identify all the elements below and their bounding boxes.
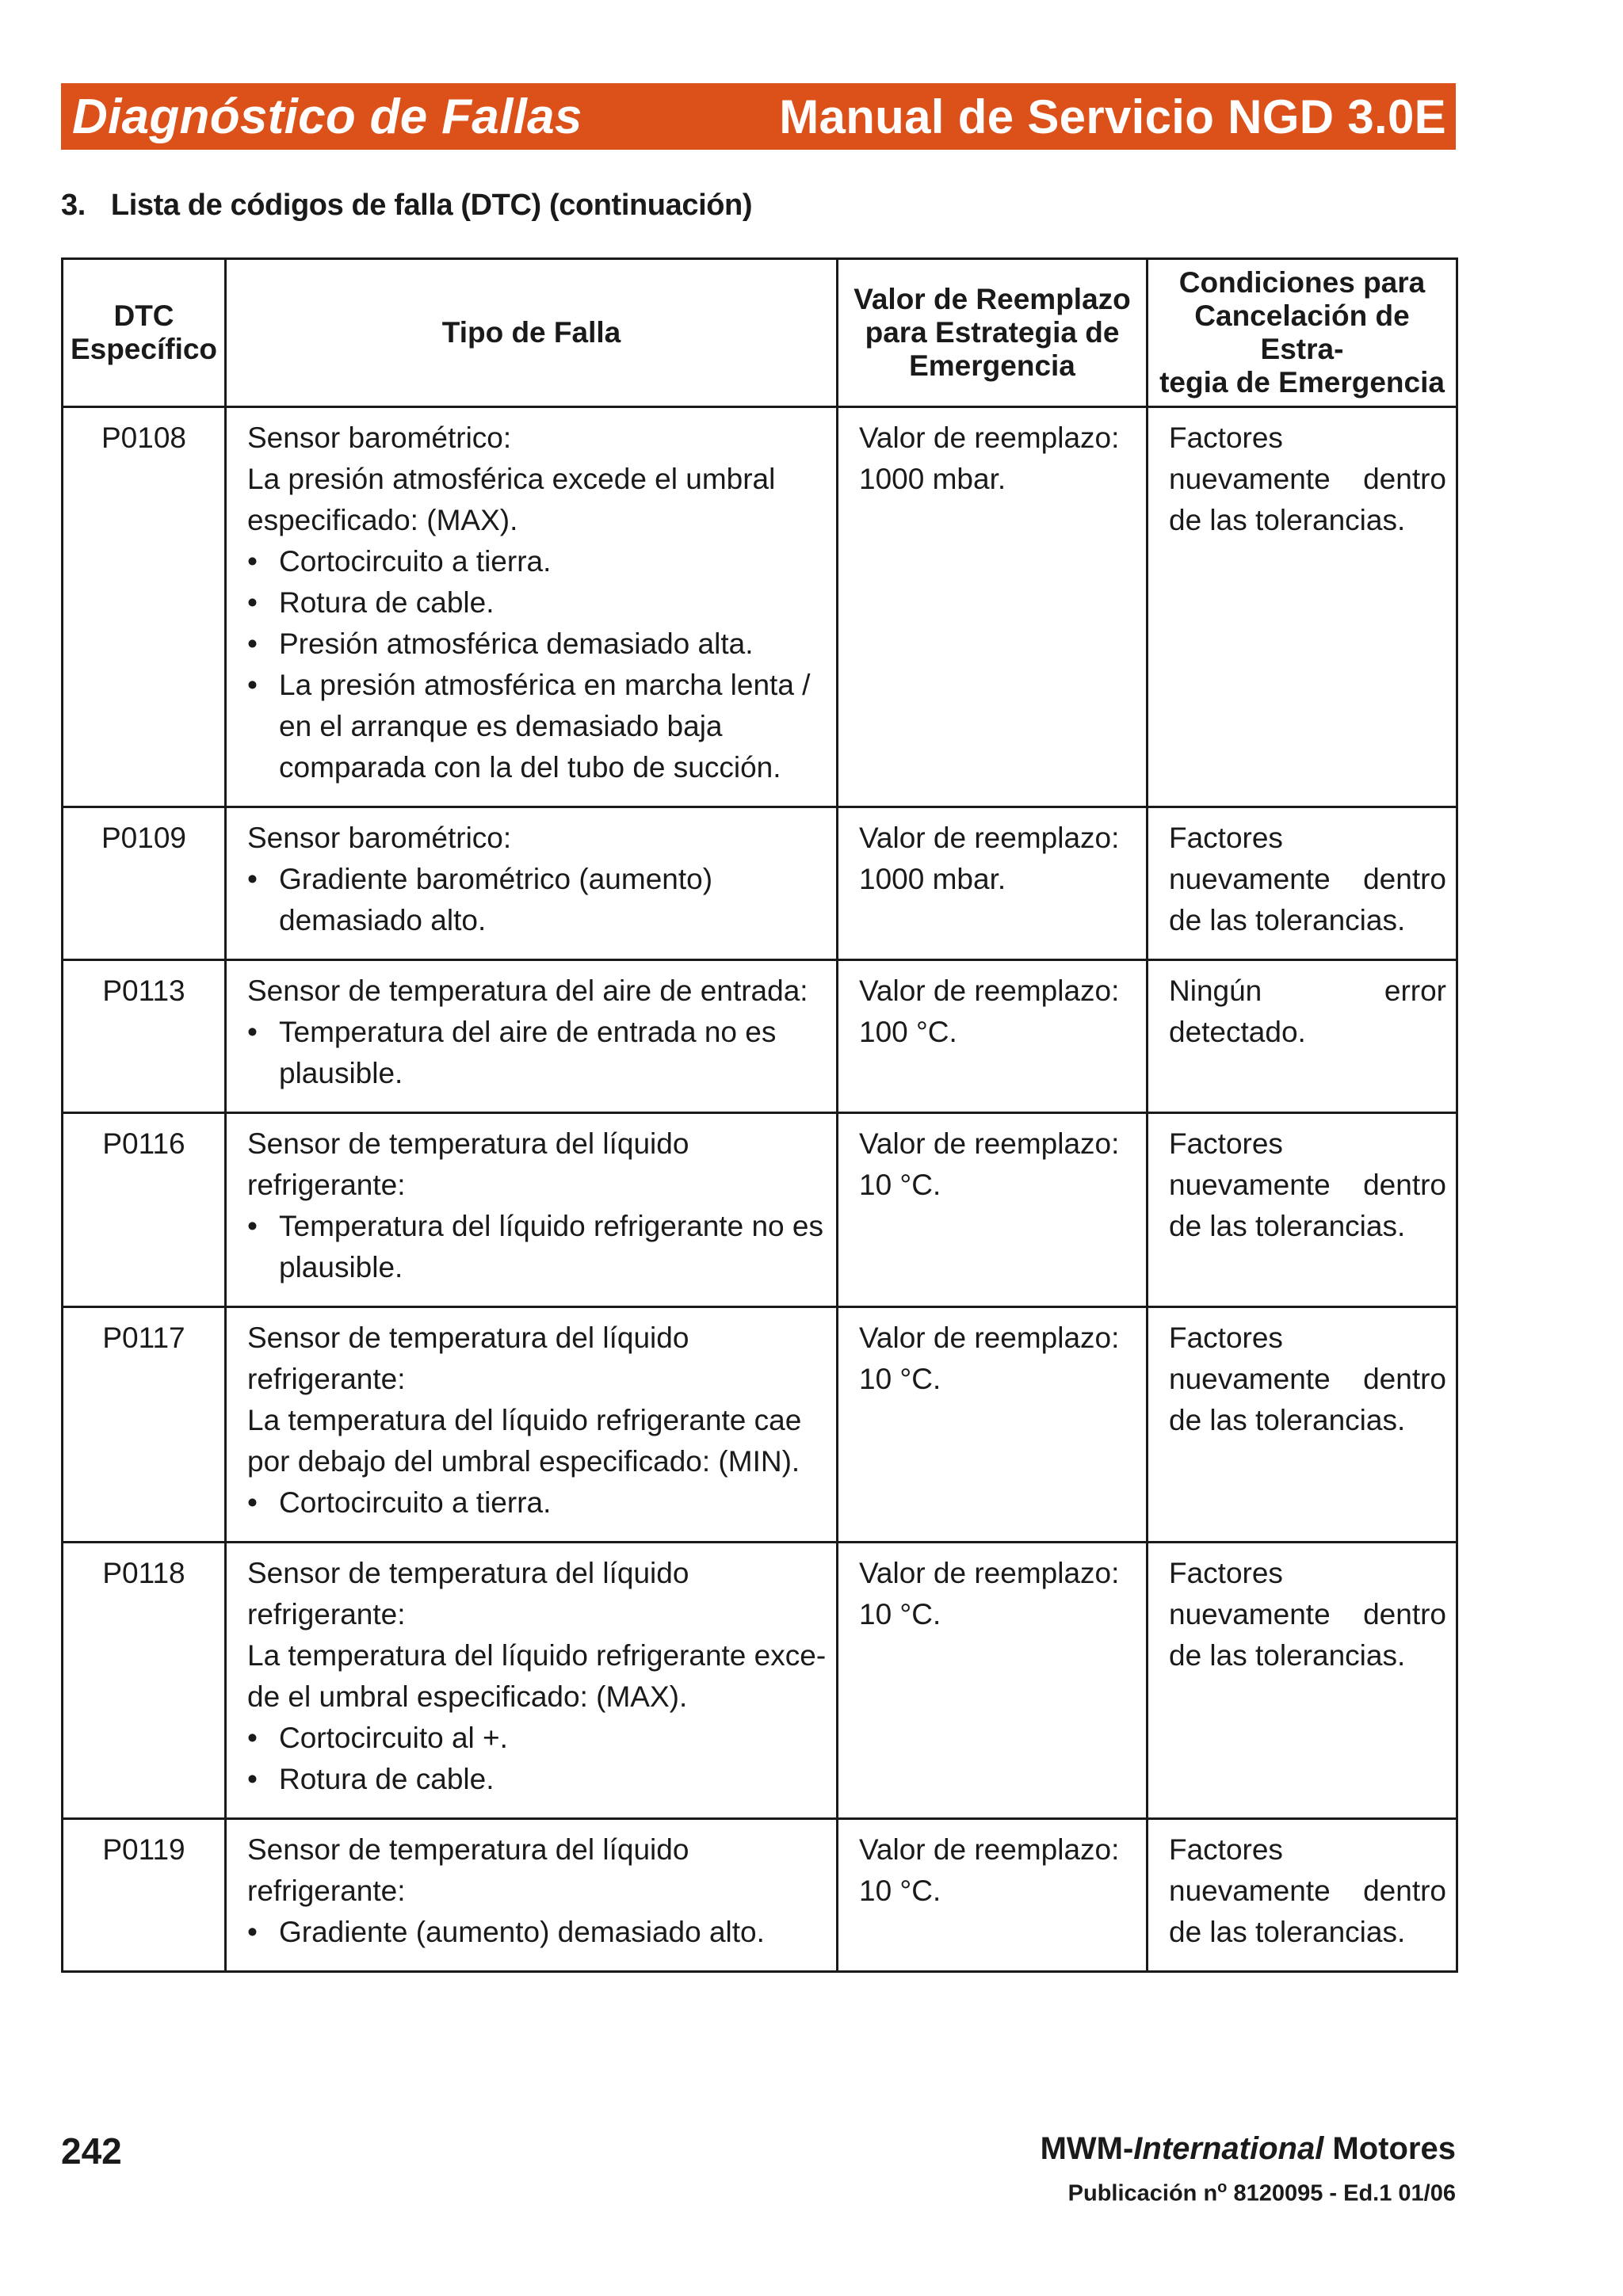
- fault-bullet: [247, 582, 827, 624]
- page-number: 242: [61, 2130, 122, 2172]
- fault-line: Sensor barométrico:: [247, 421, 512, 454]
- fault-bullet: [247, 859, 827, 941]
- fault-line: Sensor de temperatura del líquido: [247, 1127, 689, 1160]
- fault-bullet: [247, 665, 827, 788]
- fault-type: [226, 1113, 838, 1307]
- cancel-condition: Factores nuevamente dentro de las tolerancias.: [1148, 1543, 1457, 1819]
- fault-line: Sensor de temperatura del aire de entrada:: [247, 974, 808, 1007]
- replacement-value: Valor de reemplazo: 10 °C.: [838, 1543, 1148, 1819]
- replacement-value: Valor de reemplazo: 1000 mbar.: [838, 807, 1148, 960]
- fault-line: La temperatura del líquido refrigerante cae: [247, 1404, 802, 1436]
- fault-line: refrigerante:: [247, 1363, 406, 1395]
- bullet-dot-icon: •: [247, 1016, 258, 1048]
- header-fault-type: Tipo de Falla: [226, 259, 838, 407]
- section-title: Lista de códigos de falla (DTC) (continuación): [110, 189, 753, 222]
- replacement-value: Valor de reemplazo: 10 °C.: [838, 1113, 1148, 1307]
- fault-line: especificado: (MAX).: [247, 504, 518, 536]
- bullet-dot-icon: •: [247, 1763, 258, 1795]
- fault-line: refrigerante:: [247, 1169, 406, 1201]
- bullet-dot-icon: •: [247, 1210, 258, 1242]
- publication-info: Publicación $n^o$ 8120095 - Ed.1 01/06: [1067, 2179, 1456, 2206]
- dtc-code: P0108: [63, 407, 226, 807]
- cancel-condition: Factores nuevamente dentro de las tolerancias.: [1148, 407, 1457, 807]
- fault-line: refrigerante:: [247, 1875, 406, 1907]
- fault-line: por debajo del umbral especificado: (MIN).: [247, 1445, 800, 1478]
- bullet-dot-icon: •: [247, 545, 258, 578]
- fault-bullet-text: Cortocircuito al +.: [279, 1722, 508, 1754]
- fault-bullet-text: Rotura de cable.: [279, 586, 495, 619]
- fault-bullet: [247, 1012, 827, 1094]
- table-row: [63, 1307, 1457, 1543]
- fault-bullet: [247, 624, 827, 665]
- fault-line: refrigerante:: [247, 1598, 406, 1630]
- bullet-dot-icon: •: [247, 1722, 258, 1754]
- fault-bullet-text: Gradiente (aumento) demasiado alto.: [279, 1916, 765, 1948]
- dtc-code: P0113: [63, 960, 226, 1113]
- header-section-title: Diagnóstico de Fallas: [72, 89, 582, 144]
- cancel-condition: Factores nuevamente dentro de las tolerancias.: [1148, 807, 1457, 960]
- fault-bullet-text: Temperatura del líquido refrigerante no es plausible.: [279, 1210, 823, 1283]
- fault-type: [226, 407, 838, 807]
- fault-bullet: [247, 541, 827, 582]
- dtc-code: P0109: [63, 807, 226, 960]
- fault-bullet: [247, 1482, 827, 1524]
- dtc-code: P0118: [63, 1543, 226, 1819]
- header-manual-title: Manual de Servicio NGD 3.0E: [779, 90, 1446, 143]
- dtc-code: P0116: [63, 1113, 226, 1307]
- fault-bullet: [247, 1718, 827, 1759]
- header-replacement-value: Valor de Reemplazo para Estrategia de Emergencia: [838, 259, 1148, 407]
- fault-bullet-text: Cortocircuito a tierra.: [279, 545, 552, 578]
- bullet-dot-icon: •: [247, 669, 258, 701]
- table-row: [63, 407, 1457, 807]
- bullet-dot-icon: •: [247, 863, 258, 895]
- bullet-dot-icon: •: [247, 1486, 258, 1519]
- cancel-condition: Factores nuevamente dentro de las tolerancias.: [1148, 1113, 1457, 1307]
- cancel-condition: Ningún error detectado.: [1148, 960, 1457, 1113]
- fault-bullet: [247, 1206, 827, 1288]
- fault-line: Sensor de temperatura del líquido: [247, 1557, 689, 1589]
- fault-line: La temperatura del líquido refrigerante exce-: [247, 1639, 827, 1672]
- header-bar: [61, 83, 1456, 150]
- cancel-condition: Factores nuevamente dentro de las tolerancias.: [1148, 1819, 1457, 1972]
- replacement-value: Valor de reemplazo: 100 °C.: [838, 960, 1148, 1113]
- bullet-dot-icon: •: [247, 1916, 258, 1948]
- fault-line: Sensor de temperatura del líquido: [247, 1833, 689, 1866]
- fault-bullet: [247, 1912, 827, 1953]
- dtc-code: P0119: [63, 1819, 226, 1972]
- section-heading: [61, 189, 752, 223]
- fault-bullet-text: Gradiente barométrico (aumento) demasiado alto.: [279, 863, 713, 936]
- fault-bullet-text: Temperatura del aire de entrada no es plausible.: [279, 1016, 777, 1089]
- section-number: 3.: [61, 189, 86, 222]
- replacement-value: Valor de reemplazo: 10 °C.: [838, 1307, 1148, 1543]
- brand-footer: MWM-International Motores: [1040, 2131, 1456, 2166]
- replacement-value: Valor de reemplazo: 1000 mbar.: [838, 407, 1148, 807]
- bullet-dot-icon: •: [247, 586, 258, 619]
- fault-line: Sensor barométrico:: [247, 822, 512, 854]
- fault-type: [226, 1543, 838, 1819]
- table-row: [63, 1819, 1457, 1972]
- header-dtc-code: DTC Específico: [63, 259, 226, 407]
- dtc-table: [61, 257, 1458, 1973]
- fault-line: La presión atmosférica excede el umbral: [247, 463, 776, 495]
- fault-bullet-text: Rotura de cable.: [279, 1763, 495, 1795]
- table-row: [63, 807, 1457, 960]
- fault-bullet: [247, 1759, 827, 1800]
- fault-type: [226, 960, 838, 1113]
- fault-bullet-text: La presión atmosférica en marcha lenta / en el arranque es demasiado baja comparada con la del tubo de succión.: [279, 669, 811, 784]
- table-row: [63, 960, 1457, 1113]
- header-cancel-conditions: Condiciones para Cancelación de Estra- tegia de Emergencia: [1148, 259, 1457, 407]
- fault-type: [226, 1307, 838, 1543]
- fault-bullet-text: Presión atmosférica demasiado alta.: [279, 627, 754, 660]
- dtc-code: P0117: [63, 1307, 226, 1543]
- table-body: [63, 407, 1457, 1972]
- table-row: [63, 1543, 1457, 1819]
- replacement-value: Valor de reemplazo: 10 °C.: [838, 1819, 1148, 1972]
- fault-type: [226, 807, 838, 960]
- cancel-condition: Factores nuevamente dentro de las tolerancias.: [1148, 1307, 1457, 1543]
- fault-line: de el umbral especificado: (MAX).: [247, 1680, 688, 1713]
- table-header-row: [63, 259, 1457, 407]
- fault-type: [226, 1819, 838, 1972]
- table-row: [63, 1113, 1457, 1307]
- fault-bullet-text: Cortocircuito a tierra.: [279, 1486, 552, 1519]
- fault-line: Sensor de temperatura del líquido: [247, 1322, 689, 1354]
- bullet-dot-icon: •: [247, 627, 258, 660]
